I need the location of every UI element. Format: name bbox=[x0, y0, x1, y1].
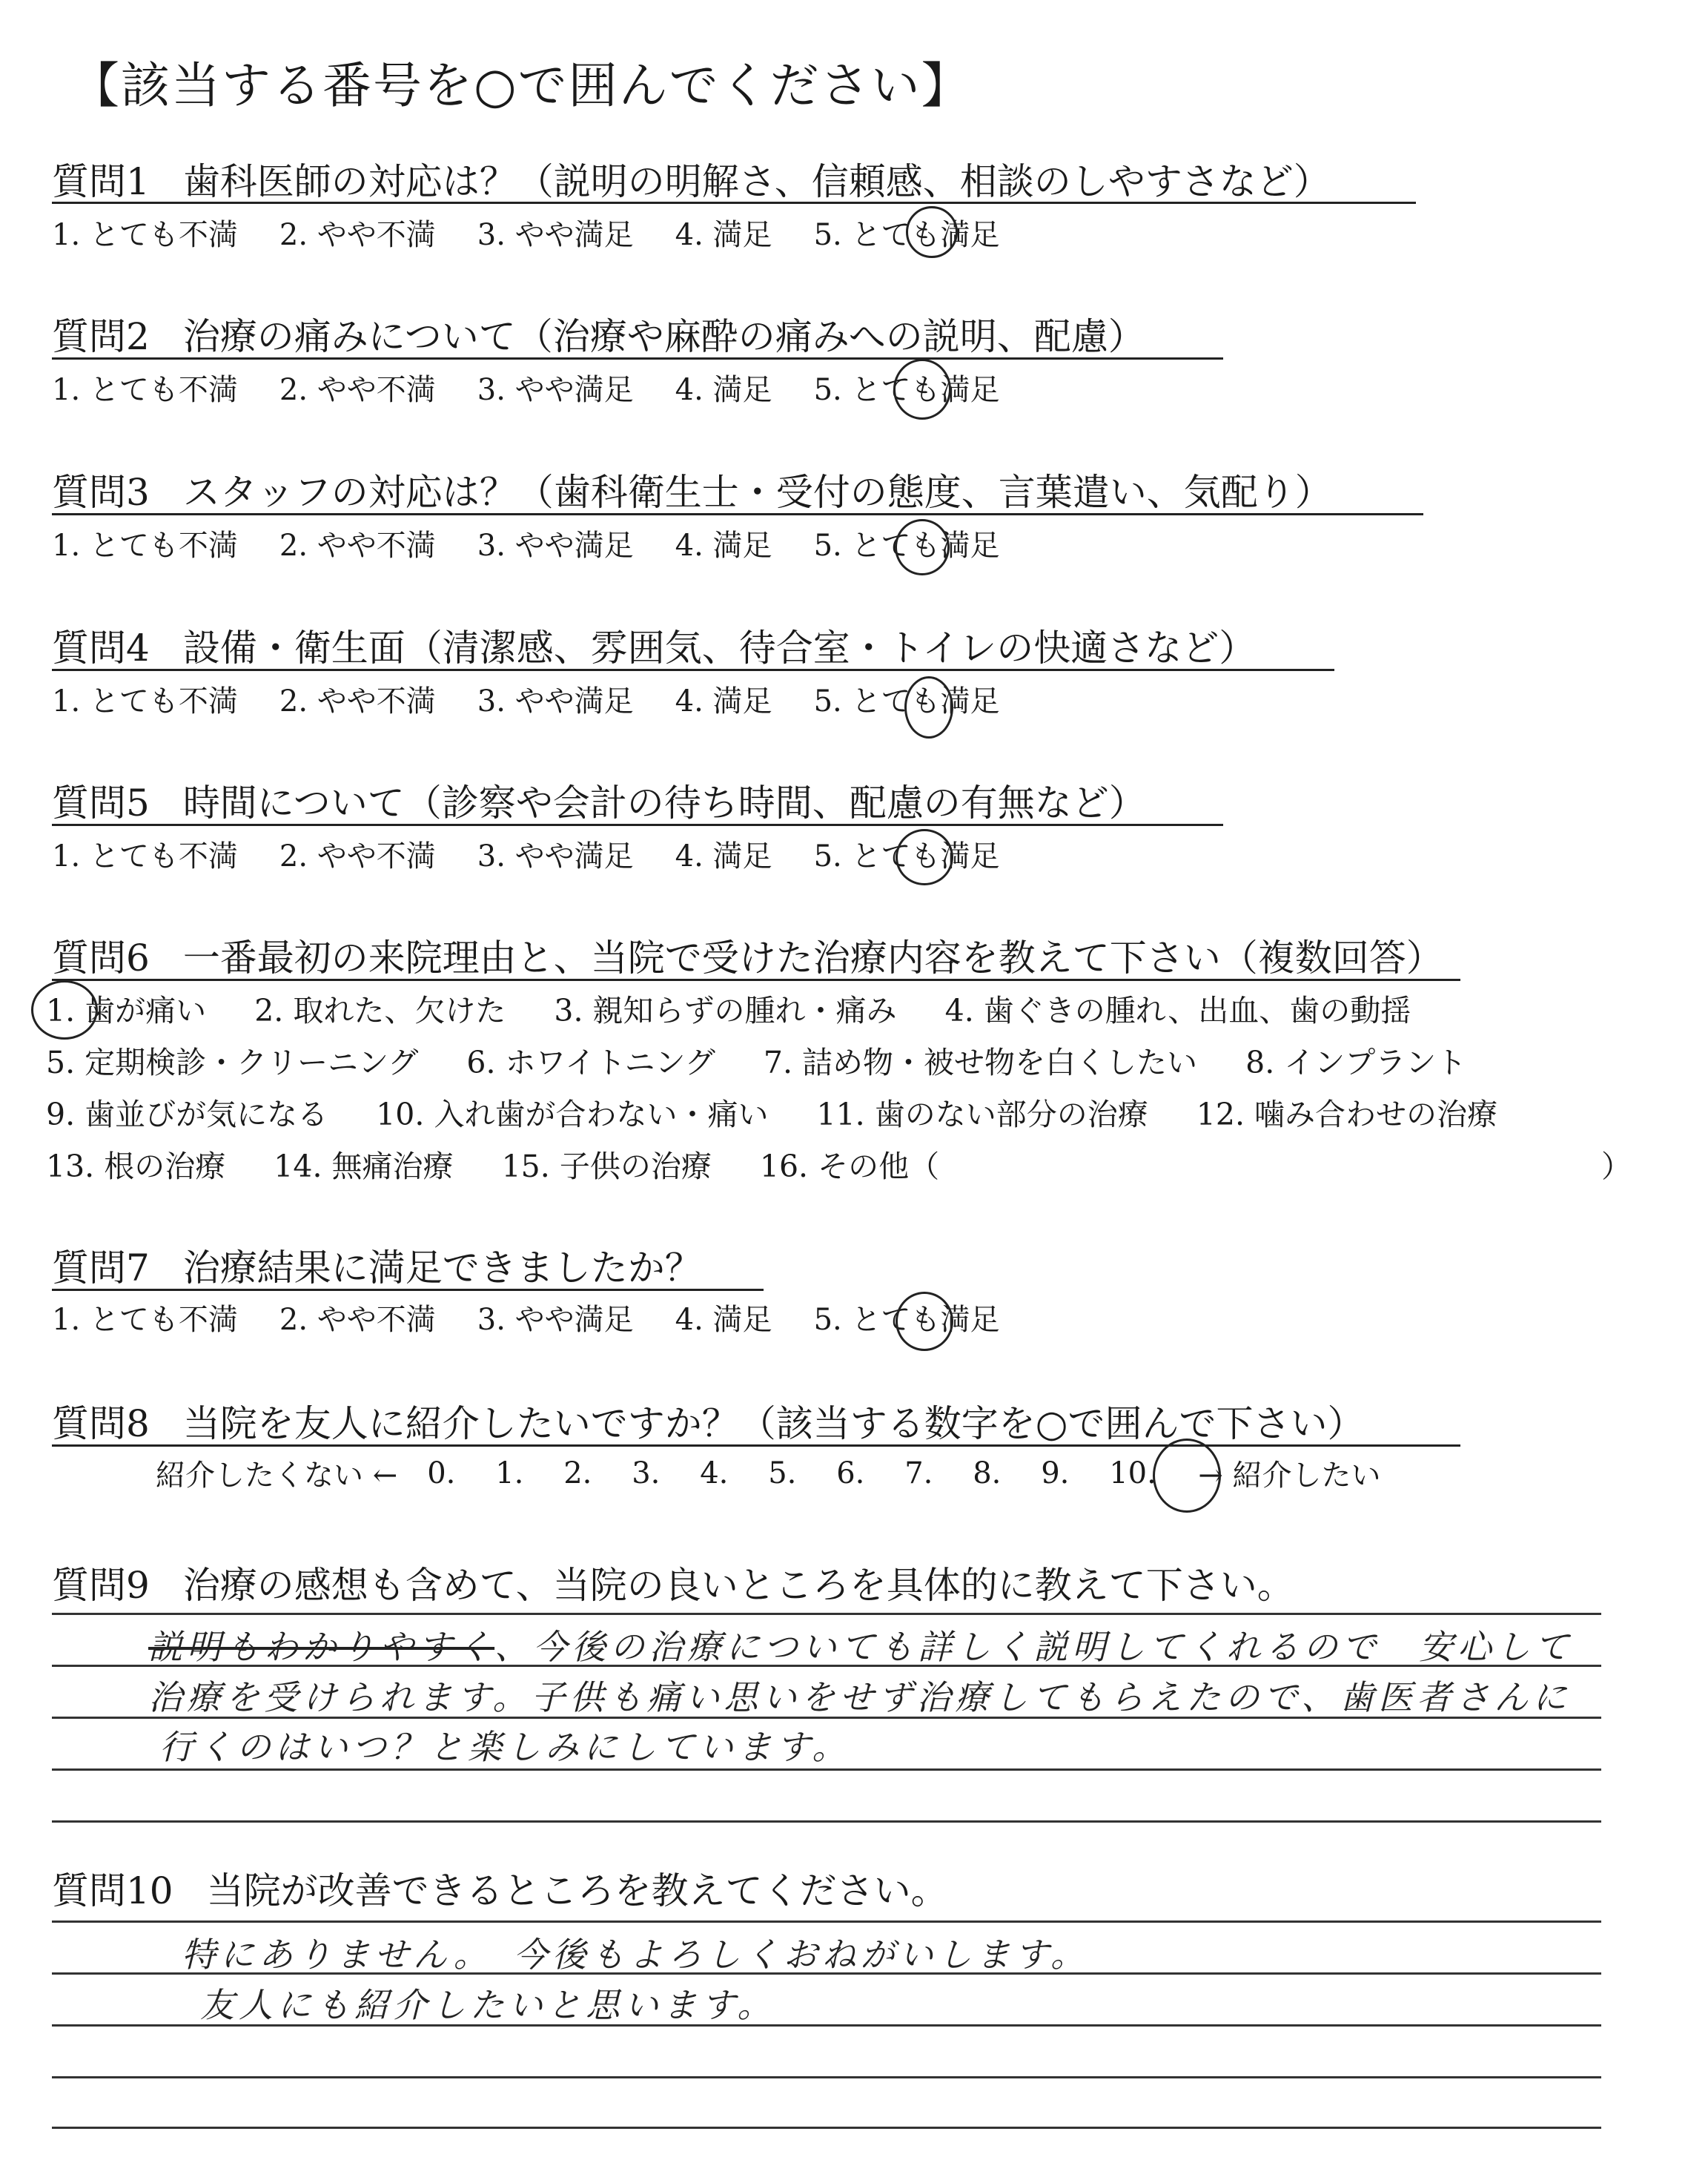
question-10-heading bbox=[52, 1861, 948, 1915]
question-4-label: 質問4 bbox=[52, 627, 150, 670]
option-1[interactable]: 1. とても不満 bbox=[52, 839, 238, 873]
selection-circle bbox=[1153, 1439, 1221, 1513]
question-6-row-1 bbox=[46, 986, 1449, 1030]
reason-option-8[interactable]: 8. インプラント bbox=[1245, 1045, 1467, 1080]
option-3[interactable]: 3. やや満足 bbox=[477, 373, 634, 407]
reason-option-5[interactable]: 5. 定期検診・クリーニング bbox=[46, 1045, 419, 1080]
option-2[interactable]: 2. やや不満 bbox=[279, 684, 436, 719]
scale-7[interactable]: 7. bbox=[904, 1456, 933, 1490]
scale-6[interactable]: 6. bbox=[836, 1456, 865, 1490]
option-5[interactable]: 5. とても満足 bbox=[813, 1303, 1000, 1337]
question-1-underline bbox=[52, 202, 1416, 204]
reason-option-14[interactable]: 14. 無痛治療 bbox=[274, 1149, 454, 1184]
question-6-text: 一番最初の来院理由と、当院で受けた治療内容を教えて下さい（複数回答） bbox=[182, 937, 1443, 980]
reason-option-3[interactable]: 3. 親知らずの腫れ・痛み bbox=[554, 993, 897, 1028]
question-10-text: 当院が改善できるところを教えてください。 bbox=[206, 1869, 948, 1912]
option-2[interactable]: 2. やや不満 bbox=[279, 373, 436, 407]
question-10-answer-line-2: 友人にも紹介したいと思います。 bbox=[200, 1985, 776, 2025]
option-3[interactable]: 3. やや満足 bbox=[477, 839, 634, 873]
question-1-heading bbox=[52, 152, 1331, 205]
option-3[interactable]: 3. やや満足 bbox=[477, 684, 634, 719]
option-1[interactable]: 1. とても不満 bbox=[52, 684, 238, 719]
question-8-text: 当院を友人に紹介したいですか？（該当する数字を○で囲んで下さい） bbox=[182, 1402, 1365, 1445]
reason-option-12[interactable]: 12. 噛み合わせの治療 bbox=[1196, 1097, 1498, 1132]
option-3[interactable]: 3. やや満足 bbox=[477, 218, 634, 252]
question-6-row-3 bbox=[46, 1090, 1536, 1134]
question-5-heading bbox=[52, 773, 1146, 827]
reason-option-1[interactable]: 1. 歯が痛い bbox=[46, 993, 207, 1028]
question-9-answer-line-3: 行くのはいつ？と楽しみにしています。 bbox=[159, 1727, 851, 1767]
question-8-underline bbox=[52, 1444, 1460, 1447]
question-3-label: 質問3 bbox=[52, 471, 150, 514]
scale-4[interactable]: 4. bbox=[700, 1456, 729, 1490]
question-1-label: 質問1 bbox=[52, 160, 150, 203]
question-3-underline bbox=[52, 513, 1423, 515]
answer-rule bbox=[52, 1820, 1601, 1823]
question-9-text: 治療の感想も含めて、当院の良いところを具体的に教えて下さい。 bbox=[182, 1564, 1294, 1607]
scale-10[interactable]: 10. bbox=[1109, 1456, 1156, 1490]
question-3-options bbox=[52, 522, 1041, 564]
question-6-label: 質問6 bbox=[52, 937, 150, 980]
option-4[interactable]: 4. 満足 bbox=[675, 839, 772, 873]
form-title: 【該当する番号を○で囲んでください】 bbox=[70, 57, 972, 114]
option-1[interactable]: 1. とても不満 bbox=[52, 373, 238, 407]
option-3[interactable]: 3. やや満足 bbox=[477, 529, 634, 563]
option-5[interactable]: 5. とても満足 bbox=[813, 839, 1000, 873]
scale-3[interactable]: 3. bbox=[632, 1456, 661, 1490]
selection-circle bbox=[896, 829, 953, 885]
question-9-answer-line-2: 治療を受けられます。子供も痛い思いをせず治療してもらえたので、歯医者さんに bbox=[148, 1677, 1572, 1717]
answer-rule bbox=[52, 2076, 1601, 2078]
question-6-heading bbox=[52, 928, 1443, 982]
reason-option-4[interactable]: 4. 歯ぐきの腫れ、出血、歯の動揺 bbox=[944, 993, 1411, 1028]
selection-circle bbox=[895, 519, 950, 575]
option-4[interactable]: 4. 満足 bbox=[675, 218, 772, 252]
option-5[interactable]: 5. とても満足 bbox=[813, 373, 1000, 407]
selection-circle bbox=[893, 359, 951, 420]
answer-rule bbox=[52, 1920, 1601, 1923]
question-8-label: 質問8 bbox=[52, 1402, 150, 1445]
question-7-options bbox=[52, 1296, 1041, 1338]
question-8-heading bbox=[52, 1394, 1364, 1447]
question-2-heading bbox=[52, 307, 1145, 360]
option-5[interactable]: 5. とても満足 bbox=[813, 684, 1000, 719]
scale-right-label: → 紹介したい bbox=[1198, 1459, 1381, 1493]
question-2-label: 質問2 bbox=[52, 315, 150, 358]
option-4[interactable]: 4. 満足 bbox=[675, 1303, 772, 1337]
option-1[interactable]: 1. とても不満 bbox=[52, 529, 238, 563]
selection-circle bbox=[904, 676, 953, 739]
question-5-underline bbox=[52, 824, 1223, 826]
struck-text: 説明もわかりやすく bbox=[148, 1627, 495, 1667]
reason-option-2[interactable]: 2. 取れた、欠けた bbox=[254, 993, 506, 1028]
question-5-options bbox=[52, 833, 1041, 875]
reason-option-10[interactable]: 10. 入れ歯が合わない・痛い bbox=[376, 1097, 769, 1132]
option-4[interactable]: 4. 満足 bbox=[675, 373, 772, 407]
question-7-heading bbox=[52, 1238, 702, 1292]
reason-option-15[interactable]: 15. 子供の治療 bbox=[501, 1149, 712, 1184]
scale-left-label: 紹介したくない ← bbox=[156, 1459, 398, 1493]
scale-0[interactable]: 0. bbox=[427, 1456, 456, 1490]
question-10-label: 質問10 bbox=[52, 1869, 173, 1912]
question-4-underline bbox=[52, 669, 1334, 671]
question-7-text: 治療結果に満足できましたか？ bbox=[182, 1246, 702, 1289]
option-5[interactable]: 5. とても満足 bbox=[813, 529, 1000, 563]
question-2-underline bbox=[52, 357, 1223, 360]
scale-5[interactable]: 5. bbox=[768, 1456, 797, 1490]
other-close-paren: ） bbox=[1601, 1149, 1632, 1184]
reason-option-6[interactable]: 6. ホワイトニング bbox=[466, 1045, 715, 1080]
option-3[interactable]: 3. やや満足 bbox=[477, 1303, 634, 1337]
question-7-label: 質問7 bbox=[52, 1246, 150, 1289]
question-2-text: 治療の痛みについて（治療や麻酔の痛みへの説明、配慮） bbox=[182, 315, 1145, 358]
answer-rule bbox=[52, 1613, 1601, 1615]
selection-circle bbox=[906, 206, 958, 258]
answer-text: 、今後の治療についても詳しく説明してくれるので 安心して bbox=[494, 1627, 1574, 1667]
option-2[interactable]: 2. やや不満 bbox=[279, 839, 436, 873]
question-4-options bbox=[52, 678, 1041, 720]
question-9-answer-line-1 bbox=[148, 1620, 1573, 1669]
question-3-text: スタッフの対応は？（歯科衛生士・受付の態度、言葉遣い、気配り） bbox=[182, 471, 1332, 514]
question-1-text: 歯科医師の対応は？（説明の明解さ、信頼感、相談のしやすさなど） bbox=[182, 160, 1331, 203]
question-6-row-2 bbox=[46, 1038, 1505, 1082]
question-6-row-4 bbox=[46, 1142, 978, 1186]
question-4-heading bbox=[52, 618, 1256, 672]
reason-option-16[interactable]: 16. その他（ bbox=[759, 1149, 940, 1184]
answer-rule bbox=[52, 2127, 1601, 2129]
selection-circle bbox=[31, 980, 98, 1040]
scale-8[interactable]: 8. bbox=[973, 1456, 1002, 1490]
question-9-heading bbox=[52, 1556, 1294, 1609]
selection-circle bbox=[896, 1292, 953, 1351]
reason-option-11[interactable]: 11. 歯のない部分の治療 bbox=[816, 1097, 1148, 1132]
scale-1[interactable]: 1. bbox=[495, 1456, 524, 1490]
reason-option-7[interactable]: 7. 詰め物・被せ物を白くしたい bbox=[763, 1045, 1198, 1080]
question-6-underline bbox=[52, 979, 1460, 981]
option-1[interactable]: 1. とても不満 bbox=[52, 218, 238, 252]
option-2[interactable]: 2. やや不満 bbox=[279, 1303, 436, 1337]
question-10-answer-line-1: 特にありません。 今後もよろしくおねがいします。 bbox=[182, 1935, 1090, 1975]
question-1-options bbox=[52, 211, 1041, 254]
option-2[interactable]: 2. やや不満 bbox=[279, 218, 436, 252]
option-1[interactable]: 1. とても不満 bbox=[52, 1303, 238, 1337]
scale-9[interactable]: 9. bbox=[1041, 1456, 1070, 1490]
scale-2[interactable]: 2. bbox=[563, 1456, 592, 1490]
option-4[interactable]: 4. 満足 bbox=[675, 684, 772, 719]
question-3-heading bbox=[52, 463, 1332, 516]
reason-option-13[interactable]: 13. 根の治療 bbox=[46, 1149, 226, 1184]
reason-option-9[interactable]: 9. 歯並びが気になる bbox=[46, 1097, 328, 1132]
option-2[interactable]: 2. やや不満 bbox=[279, 529, 436, 563]
question-7-underline bbox=[52, 1289, 764, 1291]
question-9-label: 質問9 bbox=[52, 1564, 150, 1607]
option-4[interactable]: 4. 満足 bbox=[675, 529, 772, 563]
question-4-text: 設備・衛生面（清潔感、雰囲気、待合室・トイレの快適さなど） bbox=[182, 627, 1257, 670]
question-5-text: 時間について（診察や会計の待ち時間、配慮の有無など） bbox=[182, 782, 1146, 825]
option-5[interactable]: 5. とても満足 bbox=[813, 218, 1000, 252]
question-5-label: 質問5 bbox=[52, 782, 150, 825]
